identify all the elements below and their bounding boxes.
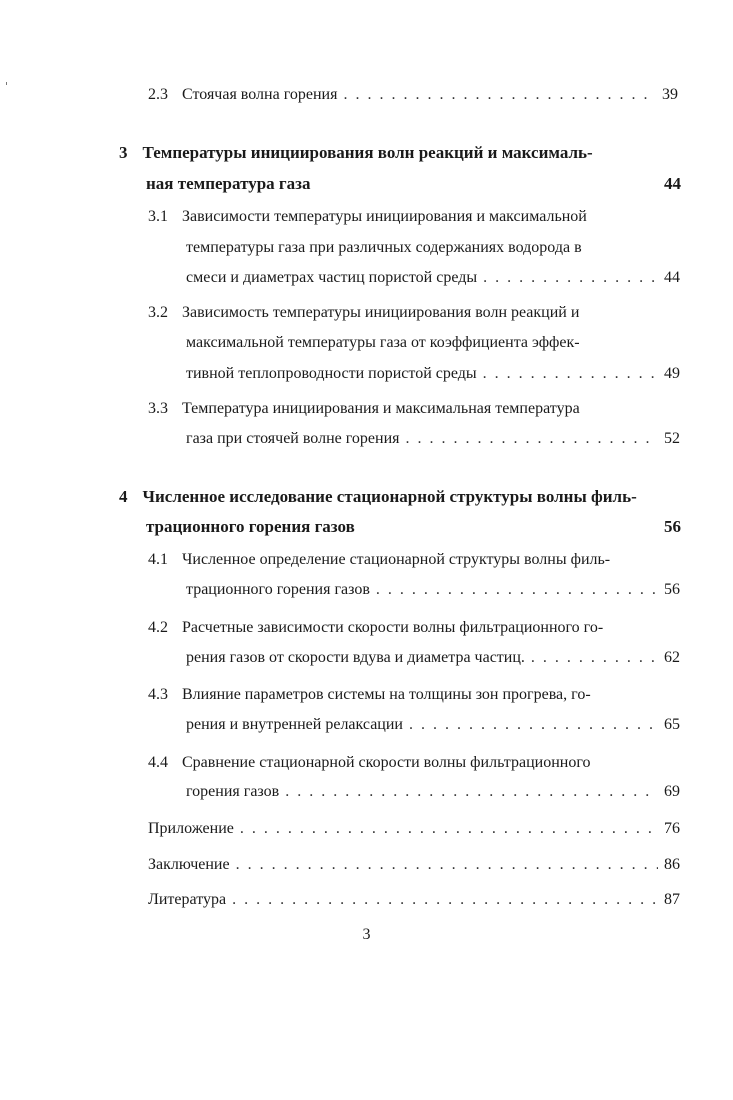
section-title-line1: Расчетные зависимости скорости волны фильтрационного го- — [182, 619, 604, 636]
section-number: 4.3 — [148, 686, 168, 703]
leader-dots — [232, 891, 658, 909]
toc-entry-3-1-line1 — [148, 208, 680, 226]
leader-dots — [236, 856, 658, 874]
section-title-line2: газа при стоячей волне горения — [186, 430, 400, 447]
leader-dots — [483, 365, 658, 383]
page-ref: 56 — [664, 581, 680, 598]
entry-title: Приложение — [148, 820, 234, 837]
toc-entry-3-1-line2 — [186, 239, 680, 257]
leader-dots — [406, 430, 659, 448]
section-title-line3: тивной теплопроводности пористой среды — [186, 365, 477, 382]
section-title-line2: горения газов — [186, 783, 280, 800]
page-ref: 65 — [664, 716, 680, 733]
page-ref: 39 — [662, 86, 678, 103]
section-title-line2: рения и внутренней релаксации — [186, 716, 403, 733]
toc-entry-3-1-line3 — [186, 269, 680, 287]
chapter-title-line1: Численное исследование стационарной структуры волны филь- — [142, 487, 637, 506]
entry-title: Литература — [148, 891, 227, 908]
leader-dots — [409, 716, 658, 734]
section-title-line2: максимальной температуры газа от коэффициента эффек- — [186, 334, 580, 351]
section-number: 4.4 — [148, 754, 168, 771]
toc-entry-4-4-line2 — [186, 783, 680, 801]
leader-dots — [483, 269, 658, 287]
toc-entry-3-3-line1 — [148, 400, 680, 418]
leader-dots — [531, 649, 658, 667]
chapter-title-line2: трационного горения газов — [146, 517, 355, 536]
page-ref: 86 — [664, 856, 680, 873]
chapter-title-line2: ная температура газа — [146, 174, 311, 193]
page-number: 3 — [362, 926, 371, 943]
toc-entry-3-2-line1 — [148, 304, 680, 322]
toc-entry-2-3 — [148, 86, 678, 104]
section-number: 4.2 — [148, 619, 168, 636]
section-number: 3.3 — [148, 400, 168, 417]
page-ref: 56 — [664, 517, 681, 536]
toc-entry-4-1-line2 — [186, 581, 680, 599]
toc-entry-4-1-line1 — [148, 551, 680, 569]
page-ref: 49 — [664, 365, 680, 382]
page-ref: 52 — [664, 430, 680, 447]
scan-speck — [6, 82, 7, 85]
leader-dots — [343, 86, 656, 104]
section-title: Стоячая волна горения — [182, 86, 338, 103]
page-ref: 69 — [664, 783, 680, 800]
section-title-line2: температуры газа при различных содержаниях водорода в — [186, 239, 582, 256]
toc-entry-4-3-line1 — [148, 686, 680, 704]
section-number: 3.1 — [148, 208, 168, 225]
entry-title: Заключение — [148, 856, 230, 873]
leader-dots — [240, 820, 658, 838]
toc-entry-3-3-line2 — [186, 430, 680, 448]
page-ref: 87 — [664, 891, 680, 908]
section-number: 3.2 — [148, 304, 168, 321]
section-title-line1: Численное определение стационарной структуры волны филь- — [182, 551, 611, 568]
toc-chapter-4-line1 — [119, 487, 685, 507]
toc-entry-references — [148, 891, 680, 909]
section-title-line1: Влияние параметров системы на толщины зон прогрева, го- — [182, 686, 591, 703]
section-title-line1: Зависимости температуры инициирования и максимальной — [182, 208, 587, 225]
chapter-title-line1: Температуры инициирования волн реакций и максималь- — [142, 143, 593, 162]
toc-chapter-4-line2 — [146, 517, 681, 537]
page-ref: 62 — [664, 649, 680, 666]
toc-entry-4-4-line1 — [148, 754, 680, 772]
chapter-number: 3 — [119, 143, 128, 162]
section-title-line1: Температура инициирования и максимальная температура — [182, 400, 580, 417]
toc-entry-conclusion — [148, 856, 680, 874]
section-title-line2: рения газов от скорости вдува и диаметра частиц. — [186, 649, 525, 666]
leader-dots — [376, 581, 658, 599]
toc-chapter-3-line1 — [119, 143, 681, 163]
toc-entry-3-2-line2 — [186, 334, 680, 352]
section-number: 4.1 — [148, 551, 168, 568]
section-title-line3: смеси и диаметрах частиц пористой среды — [186, 269, 478, 286]
page-ref: 44 — [664, 269, 680, 286]
section-number: 2.3 — [148, 86, 168, 103]
section-title-line1: Сравнение стационарной скорости волны фильтрационного — [182, 754, 591, 771]
section-title-line1: Зависимость температуры инициирования волн реакций и — [182, 304, 580, 321]
toc-entry-4-2-line1 — [148, 619, 680, 637]
toc-entry-appendix — [148, 820, 680, 838]
toc-entry-3-2-line3 — [186, 365, 680, 383]
toc-entry-4-2-line2 — [186, 649, 680, 667]
leader-dots — [285, 783, 658, 801]
page-ref: 76 — [664, 820, 680, 837]
page-ref: 44 — [664, 174, 681, 193]
toc-chapter-3-line2 — [146, 174, 681, 194]
section-title-line2: трационного горения газов — [186, 581, 370, 598]
toc-entry-4-3-line2 — [186, 716, 680, 734]
chapter-number: 4 — [119, 487, 128, 506]
